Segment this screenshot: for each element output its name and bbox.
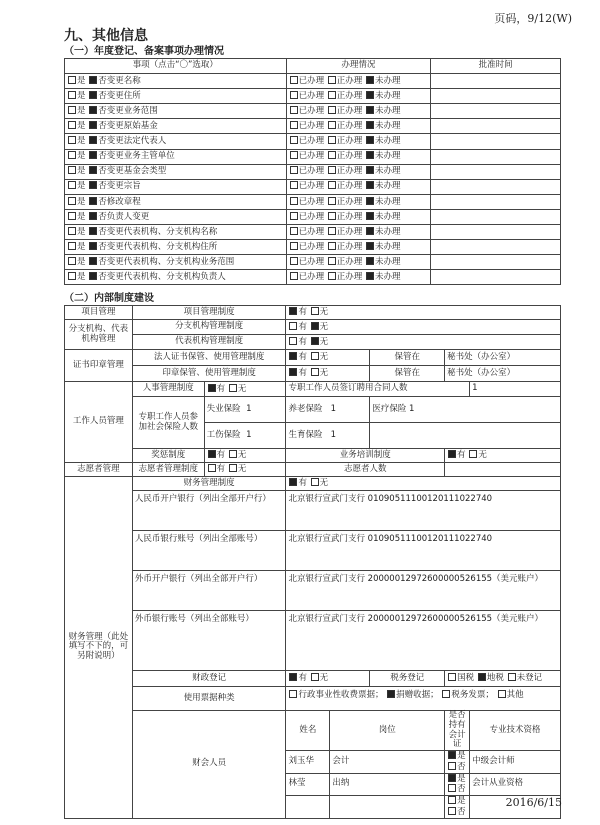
- row-item-label: 变更名称: [106, 75, 141, 86]
- label-fx-bank: 外币开户银行（列出全部开户行）: [132, 571, 286, 611]
- checked-box-icon: [366, 76, 374, 84]
- radio-cert-sys[interactable]: 有 无: [286, 350, 370, 366]
- checkbox-icon: [229, 450, 237, 458]
- label-seal-sys: 印章保管、使用管理制度: [132, 366, 286, 382]
- row-item-label: 变更基金会类型: [106, 166, 167, 177]
- label-seal-mgmt: 证书印章管理: [65, 350, 133, 382]
- row-status[interactable]: 已办理 正办理 未办理: [286, 209, 431, 224]
- checked-box-icon: [448, 751, 456, 759]
- checked-box-icon: [387, 690, 395, 698]
- bill-types-options[interactable]: 行政事业性收费票据； 捐赠收据； 税务发票； 其他: [286, 687, 561, 711]
- page-number: 页码，9/12(W): [494, 12, 572, 25]
- registration-row: [65, 179, 561, 194]
- checkbox-icon: [68, 197, 76, 205]
- checkbox-icon: [448, 807, 456, 815]
- radio-project-sys[interactable]: 有 无: [286, 306, 561, 320]
- checked-box-icon: [366, 197, 374, 205]
- staff-cert[interactable]: 是 否: [445, 773, 470, 796]
- row-item-label: 修改章程: [106, 196, 141, 207]
- checkbox-icon: [328, 272, 336, 280]
- checkbox-icon: [328, 106, 336, 114]
- row-item-label: 变更代表机构、分支机构业务范围: [106, 256, 235, 267]
- row-item-label: 变更法定代表人: [106, 136, 167, 147]
- staff-cert[interactable]: 是 否: [445, 751, 470, 774]
- label-vol-count: 志愿者人数: [286, 463, 445, 477]
- registration-row: [65, 225, 561, 240]
- label-reward-sys: 奖惩制度: [132, 449, 204, 463]
- fx-acct-value[interactable]: 北京银行宣武门支行 20000012972600000526155（美元账户）: [286, 611, 561, 671]
- checked-box-icon: [208, 384, 216, 392]
- checked-box-icon: [89, 121, 97, 129]
- checkbox-icon: [290, 257, 298, 265]
- row-item-label: 变更住所: [106, 90, 141, 101]
- checkbox-icon: [68, 181, 76, 189]
- row-approval-time[interactable]: [431, 149, 561, 164]
- checkbox-icon: [68, 272, 76, 280]
- label-vol-mgmt: 志愿者管理: [65, 463, 133, 477]
- row-item[interactable]: 是 否变更法定代表人: [65, 134, 287, 149]
- checked-box-icon: [89, 151, 97, 159]
- label-fin-reg: 财政登记: [132, 671, 286, 687]
- radio-tax-reg[interactable]: 国税 地税 未登记: [445, 671, 561, 687]
- checked-box-icon: [289, 478, 297, 486]
- checked-box-icon: [366, 272, 374, 280]
- registration-row: [65, 255, 561, 270]
- row-approval-time[interactable]: [431, 134, 561, 149]
- checkbox-icon: [508, 673, 516, 681]
- staff-post[interactable]: 会计: [330, 751, 445, 774]
- row-item-label: 变更业务范围: [106, 105, 158, 116]
- subsection-title-internal: （二）内部制度建设: [64, 293, 154, 304]
- internal-system-table: [64, 305, 561, 819]
- row-status[interactable]: 已办理 正办理 未办理: [286, 194, 431, 209]
- row-status[interactable]: 已办理 正办理 未办理: [286, 179, 431, 194]
- checkbox-icon: [448, 796, 456, 804]
- staff-cert[interactable]: 是 否: [445, 796, 470, 819]
- row-item[interactable]: 是 否变更基金会类型: [65, 164, 287, 179]
- row-approval-time[interactable]: [431, 194, 561, 209]
- checkbox-icon: [328, 136, 336, 144]
- row-approval-time[interactable]: [431, 104, 561, 119]
- checkbox-icon: [328, 76, 336, 84]
- row-approval-time[interactable]: [431, 270, 561, 285]
- checked-box-icon: [89, 166, 97, 174]
- label-rep-sys: 代表机构管理制度: [132, 335, 286, 350]
- row-item[interactable]: 是 否变更代表机构、分支机构名称: [65, 225, 287, 240]
- radio-fin-reg[interactable]: 有 无: [286, 671, 370, 687]
- radio-reward-sys[interactable]: 有 无: [204, 449, 286, 463]
- row-status[interactable]: 已办理 正办理 未办理: [286, 240, 431, 255]
- checked-box-icon: [366, 242, 374, 250]
- checkbox-icon: [68, 212, 76, 220]
- seal-location[interactable]: 秘书处（办公室）: [445, 366, 561, 382]
- row-status[interactable]: 已办理 正办理 未办理: [286, 164, 431, 179]
- label-bill-types: 使用票据种类: [132, 687, 286, 711]
- checkbox-icon: [290, 76, 298, 84]
- label-training-sys: 业务培训制度: [286, 449, 445, 463]
- checked-box-icon: [289, 307, 297, 315]
- row-approval-time[interactable]: [431, 255, 561, 270]
- checkbox-icon: [448, 673, 456, 681]
- ins-maternity: 生育保险 1: [286, 423, 370, 449]
- row-status[interactable]: 已办理 正办理 未办理: [286, 255, 431, 270]
- registration-row: [65, 194, 561, 209]
- checkbox-icon: [290, 106, 298, 114]
- label-hr-sys: 人事管理制度: [132, 382, 204, 397]
- registration-row: [65, 270, 561, 285]
- checked-box-icon: [366, 166, 374, 174]
- row-approval-time[interactable]: [431, 89, 561, 104]
- checked-box-icon: [89, 197, 97, 205]
- row-item[interactable]: 是 否变更原始基金: [65, 119, 287, 134]
- checkbox-icon: [229, 384, 237, 392]
- vol-count-value[interactable]: [445, 463, 561, 477]
- row-approval-time[interactable]: [431, 209, 561, 224]
- checkbox-icon: [311, 673, 319, 681]
- checkbox-icon: [328, 91, 336, 99]
- checked-box-icon: [289, 673, 297, 681]
- registration-row: [65, 240, 561, 255]
- section-title: 九、其他信息: [64, 28, 148, 44]
- row-item-label: 变更代表机构、分支机构住所: [106, 241, 218, 252]
- checkbox-icon: [290, 181, 298, 189]
- checkbox-icon: [448, 784, 456, 792]
- radio-fin-sys[interactable]: 有 无: [286, 477, 561, 491]
- radio-training-sys[interactable]: 有 无: [445, 449, 561, 463]
- row-item[interactable]: 是 否变更业务范围: [65, 104, 287, 119]
- checked-box-icon: [89, 136, 97, 144]
- registration-row: [65, 119, 561, 134]
- checkbox-icon: [328, 197, 336, 205]
- ins-injury: 工伤保险 1: [204, 423, 286, 449]
- checked-box-icon: [366, 227, 374, 235]
- row-item[interactable]: 是 否负责人变更: [65, 209, 287, 224]
- label-vol-sys: 志愿者管理制度: [132, 463, 204, 477]
- registration-row: [65, 134, 561, 149]
- checkbox-icon: [68, 121, 76, 129]
- staff-post[interactable]: 出纳: [330, 773, 445, 796]
- radio-branch-sys[interactable]: 有 无: [286, 320, 561, 335]
- checked-box-icon: [89, 227, 97, 235]
- checkbox-icon: [229, 464, 237, 472]
- ins-medical: 医疗保险 1: [370, 397, 561, 423]
- checked-box-icon: [289, 368, 297, 376]
- checkbox-icon: [328, 151, 336, 159]
- staff-qual[interactable]: 会计从业资格: [470, 773, 561, 796]
- row-item[interactable]: 是 否变更名称: [65, 74, 287, 89]
- checkbox-icon: [68, 76, 76, 84]
- row-item-label: 变更宗旨: [106, 181, 141, 192]
- checkbox-icon: [68, 257, 76, 265]
- label-cert-sys: 法人证书保管、使用管理制度: [132, 350, 286, 366]
- header-name: 姓名: [286, 711, 330, 751]
- row-status[interactable]: 已办理 正办理 未办理: [286, 134, 431, 149]
- label-project-sys: 项目管理制度: [132, 306, 286, 320]
- checked-box-icon: [366, 181, 374, 189]
- rmb-bank-value[interactable]: 北京银行宣武门支行 01090511100120111022740: [286, 491, 561, 531]
- checked-box-icon: [478, 673, 486, 681]
- row-approval-time[interactable]: [431, 179, 561, 194]
- checked-box-icon: [89, 212, 97, 220]
- checkbox-icon: [311, 368, 319, 376]
- label-fin-mgmt: 财务管理（此处填写不下的，可另附说明）: [65, 477, 133, 819]
- label-branch-mgmt: 分支机构、代表机构管理: [65, 320, 133, 350]
- row-status[interactable]: 已办理 正办理 未办理: [286, 74, 431, 89]
- checkbox-icon: [442, 690, 450, 698]
- registration-row: [65, 164, 561, 179]
- checked-box-icon: [89, 257, 97, 265]
- header-status: 办理情况: [286, 59, 431, 74]
- checkbox-icon: [290, 151, 298, 159]
- checkbox-icon: [68, 136, 76, 144]
- checkbox-icon: [328, 166, 336, 174]
- checkbox-icon: [311, 307, 319, 315]
- row-status[interactable]: 已办理 正办理 未办理: [286, 149, 431, 164]
- checkbox-icon: [290, 197, 298, 205]
- checkbox-icon: [328, 242, 336, 250]
- row-status[interactable]: 已办理 正办理 未办理: [286, 270, 431, 285]
- checkbox-icon: [68, 151, 76, 159]
- checkbox-icon: [68, 91, 76, 99]
- row-item[interactable]: 是 否变更住所: [65, 89, 287, 104]
- checked-box-icon: [366, 257, 374, 265]
- row-item[interactable]: 是 否变更代表机构、分支机构业务范围: [65, 255, 287, 270]
- radio-seal-sys[interactable]: 有 无: [286, 366, 370, 382]
- radio-vol-sys[interactable]: 有 无: [204, 463, 286, 477]
- checked-box-icon: [366, 212, 374, 220]
- label-rmb-acct: 人民币银行账号（列出全部账号）: [132, 531, 286, 571]
- checkbox-icon: [208, 464, 216, 472]
- checked-box-icon: [311, 322, 319, 330]
- checkbox-icon: [68, 166, 76, 174]
- checkbox-icon: [311, 352, 319, 360]
- checkbox-icon: [289, 322, 297, 330]
- label-acct-staff: 财会人员: [132, 711, 286, 819]
- registration-row: [65, 74, 561, 89]
- row-item-label: 变更业务主管单位: [106, 151, 175, 162]
- header-approval-time: 批准时间: [431, 59, 561, 74]
- checkbox-icon: [290, 227, 298, 235]
- checkbox-icon: [290, 136, 298, 144]
- checkbox-icon: [68, 106, 76, 114]
- checked-box-icon: [89, 181, 97, 189]
- row-item[interactable]: 是 否变更代表机构、分支机构住所: [65, 240, 287, 255]
- checkbox-icon: [328, 227, 336, 235]
- label-branch-sys: 分支机构管理制度: [132, 320, 286, 335]
- checkbox-icon: [68, 242, 76, 250]
- label-insurance: 专职工作人员参加社会保险人数: [132, 397, 204, 449]
- staff-name[interactable]: [286, 796, 330, 819]
- header-qual: 专业技术资格: [470, 711, 561, 751]
- checked-box-icon: [208, 450, 216, 458]
- ins-unemployment: 失业保险 1: [204, 397, 286, 423]
- checkbox-icon: [290, 166, 298, 174]
- label-staff-mgmt: 工作人员管理: [65, 382, 133, 463]
- checkbox-icon: [328, 121, 336, 129]
- row-status[interactable]: 已办理 正办理 未办理: [286, 119, 431, 134]
- row-approval-time[interactable]: [431, 74, 561, 89]
- contract-count[interactable]: 1: [470, 382, 561, 397]
- checked-box-icon: [289, 352, 297, 360]
- checkbox-icon: [328, 181, 336, 189]
- checkbox-icon: [469, 450, 477, 458]
- label-tax-reg: 税务登记: [370, 671, 445, 687]
- staff-post[interactable]: [330, 796, 445, 819]
- checkbox-icon: [290, 272, 298, 280]
- checkbox-icon: [448, 762, 456, 770]
- checkbox-icon: [311, 478, 319, 486]
- row-status[interactable]: 已办理 正办理 未办理: [286, 225, 431, 240]
- registration-row: [65, 89, 561, 104]
- checkbox-icon: [289, 690, 297, 698]
- checked-box-icon: [366, 106, 374, 114]
- checkbox-icon: [328, 212, 336, 220]
- row-item-label: 负责人变更: [106, 211, 150, 222]
- row-item[interactable]: 是 否变更宗旨: [65, 179, 287, 194]
- checked-box-icon: [89, 242, 97, 250]
- row-item[interactable]: 是 否变更代表机构、分支机构负责人: [65, 270, 287, 285]
- row-item-label: 变更代表机构、分支机构负责人: [106, 271, 226, 282]
- registration-row: [65, 209, 561, 224]
- label-cert-kept: 保管在: [370, 350, 445, 366]
- cert-location[interactable]: 秘书处（办公室）: [445, 350, 561, 366]
- ins-pension: 养老保险 1: [286, 397, 370, 423]
- checked-box-icon: [366, 121, 374, 129]
- row-status[interactable]: 已办理 正办理 未办理: [286, 89, 431, 104]
- label-project-mgmt: 项目管理: [65, 306, 133, 320]
- rmb-acct-value[interactable]: 北京银行宣武门支行 01090511100120111022740: [286, 531, 561, 571]
- row-approval-time[interactable]: [431, 164, 561, 179]
- checked-box-icon: [89, 76, 97, 84]
- subsection-title-registration: （一）年度登记、备案事项办理情况: [64, 46, 224, 57]
- checkbox-icon: [498, 690, 506, 698]
- fx-bank-value[interactable]: 北京银行宣武门支行 20000012972600000526155（美元账户）: [286, 571, 561, 611]
- row-approval-time[interactable]: [431, 225, 561, 240]
- header-post: 岗位: [330, 711, 445, 751]
- staff-name[interactable]: 林莹: [286, 773, 330, 796]
- checked-box-icon: [311, 337, 319, 345]
- checkbox-icon: [328, 257, 336, 265]
- row-item[interactable]: 是 否修改章程: [65, 194, 287, 209]
- registration-row: [65, 104, 561, 119]
- checkbox-icon: [289, 337, 297, 345]
- label-rmb-bank: 人民币开户银行（列出全部开户行）: [132, 491, 286, 531]
- row-item-label: 变更代表机构、分支机构名称: [106, 226, 218, 237]
- checked-box-icon: [89, 272, 97, 280]
- label-seal-kept: 保管在: [370, 366, 445, 382]
- staff-qual[interactable]: 中级会计师: [470, 751, 561, 774]
- row-item-label: 变更原始基金: [106, 121, 158, 132]
- label-fin-sys: 财务管理制度: [132, 477, 286, 491]
- row-item[interactable]: 是 否变更业务主管单位: [65, 149, 287, 164]
- checkbox-icon: [290, 91, 298, 99]
- checked-box-icon: [366, 151, 374, 159]
- staff-name[interactable]: 刘玉华: [286, 751, 330, 774]
- checked-box-icon: [89, 91, 97, 99]
- header-cert: 是否持有会计证: [445, 711, 470, 751]
- checked-box-icon: [366, 136, 374, 144]
- checked-box-icon: [448, 450, 456, 458]
- checked-box-icon: [366, 91, 374, 99]
- checkbox-icon: [290, 121, 298, 129]
- checked-box-icon: [448, 774, 456, 782]
- registration-row: [65, 149, 561, 164]
- label-fx-acct: 外币银行账号（列出全部账号）: [132, 611, 286, 671]
- radio-rep-sys[interactable]: 有 无: [286, 335, 561, 350]
- header-item: 事项（点击“〇”选取）: [65, 59, 287, 74]
- checkbox-icon: [290, 212, 298, 220]
- radio-hr-sys[interactable]: 有 无: [204, 382, 286, 397]
- checkbox-icon: [68, 227, 76, 235]
- label-contract: 专职工作人员签订聘用合同人数: [286, 382, 470, 397]
- row-status[interactable]: 已办理 正办理 未办理: [286, 104, 431, 119]
- footer-date: 2016/6/15: [505, 796, 562, 809]
- checked-box-icon: [89, 106, 97, 114]
- row-approval-time[interactable]: [431, 240, 561, 255]
- registration-table: [64, 58, 561, 285]
- checkbox-icon: [290, 242, 298, 250]
- row-approval-time[interactable]: [431, 119, 561, 134]
